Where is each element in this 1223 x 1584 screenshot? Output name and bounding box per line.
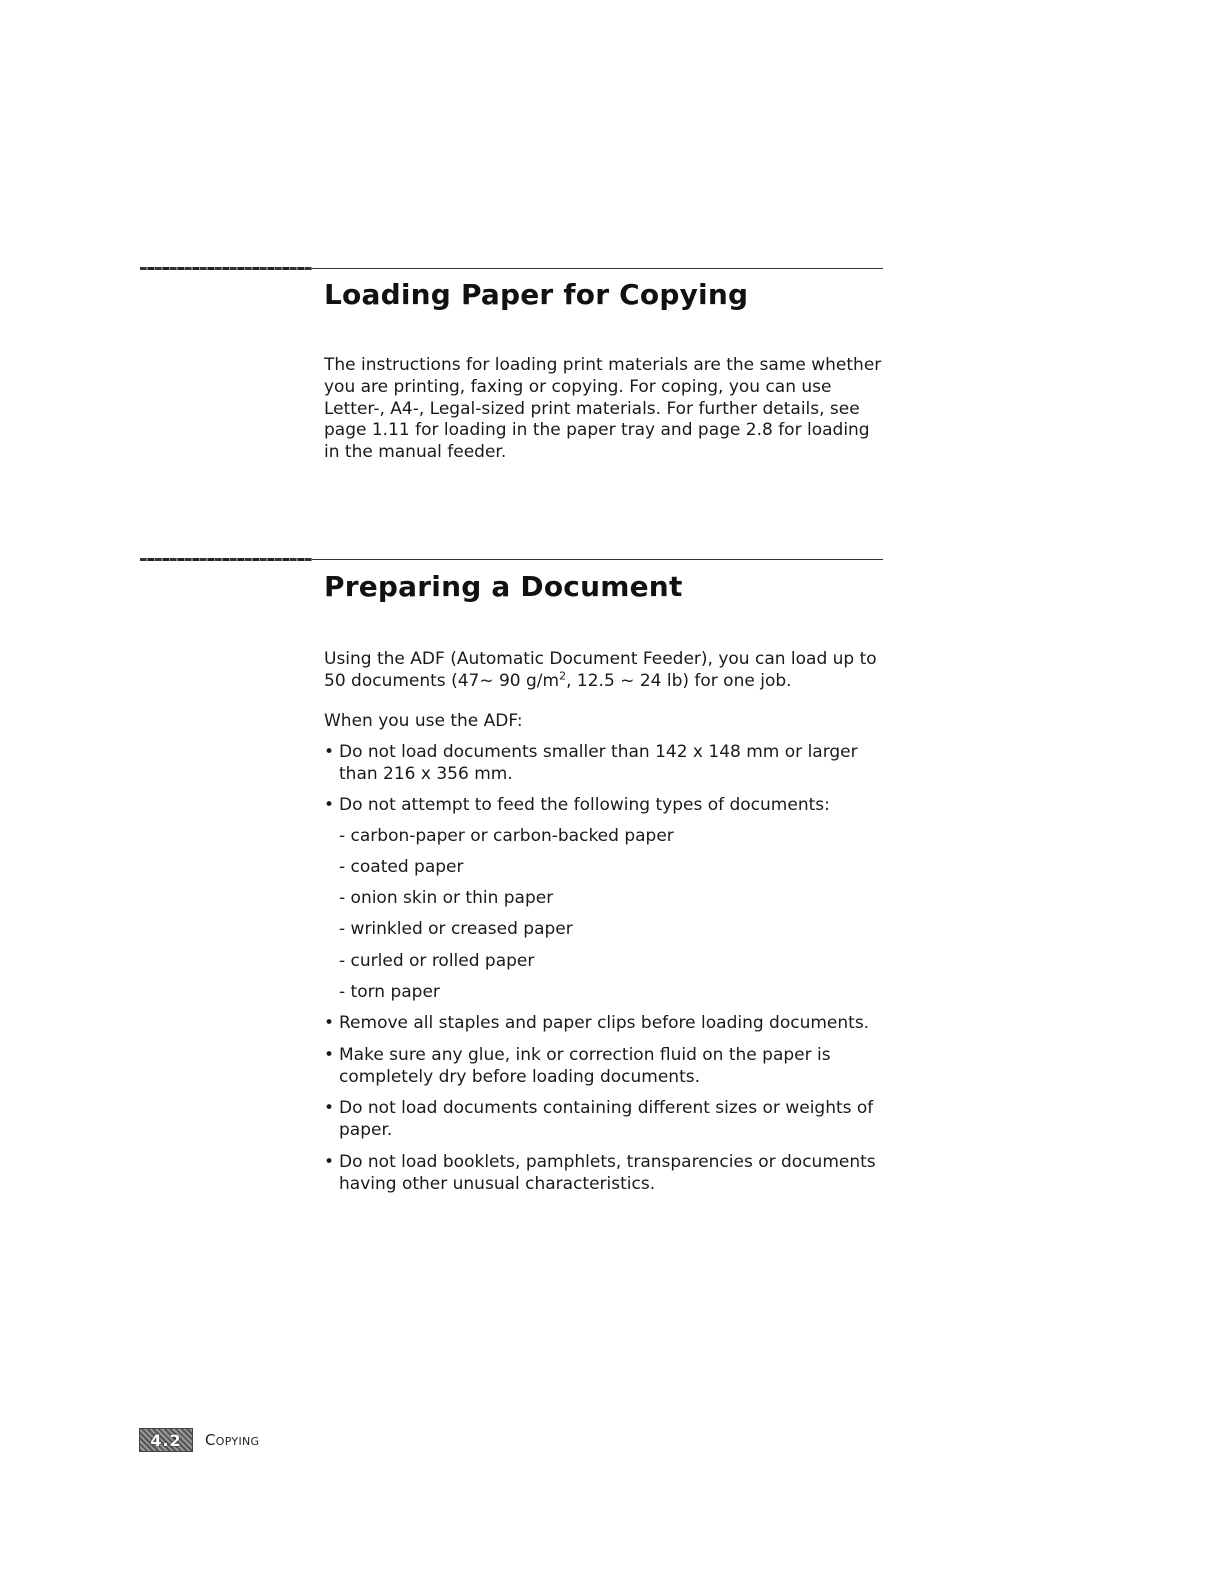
list-item: • Do not attempt to feed the following types of documents: <box>324 794 889 816</box>
divider-accent <box>140 267 312 270</box>
document-type-sublist <box>324 918 889 940</box>
page-footer <box>139 1428 259 1452</box>
page-number-badge: 4.2 <box>139 1428 193 1452</box>
section-heading-preparing-document: Preparing a Document <box>324 570 683 603</box>
section-divider <box>140 268 883 270</box>
superscript: 2 <box>559 669 567 683</box>
loading-paper-paragraph: The instructions for loading print materials are the same whether you are printing, faxing or copying. For coping, you can use Letter-, A4-, Legal-sized print materials. For further details, see page 1.11 for loading in the paper tray and page 2.8 for loading in the manual feeder. <box>324 355 882 463</box>
list-item: • Do not load documents containing different sizes or weights of paper. <box>324 1097 889 1141</box>
document-type-sublist <box>324 887 889 909</box>
adf-intro-paragraph <box>324 648 889 692</box>
adf-bullet-list <box>324 1044 889 1088</box>
adf-bullet-list <box>324 741 889 785</box>
section-heading-loading-paper: Loading Paper for Copying <box>324 278 749 311</box>
section-divider <box>140 559 883 561</box>
sub-list-item: - onion skin or thin paper <box>339 888 554 908</box>
adf-intro-text: Using the ADF (Automatic Document Feeder), you can load up to 50 documents (47~ 90 g/m <box>324 649 877 691</box>
sub-list-item: - carbon-paper or carbon-backed paper <box>339 826 674 846</box>
sub-list-item: - torn paper <box>339 982 440 1002</box>
adf-bullet-list <box>324 794 889 816</box>
list-item: • Remove all staples and paper clips before loading documents. <box>324 1012 889 1034</box>
sub-list-item: - wrinkled or creased paper <box>339 919 573 939</box>
adf-intro-text-end: , 12.5 ~ 24 lb) for one job. <box>566 671 792 691</box>
list-item: • Do not load documents smaller than 142 x 148 mm or larger than 216 x 356 mm. <box>324 741 889 785</box>
document-type-sublist <box>324 825 889 847</box>
list-item: • Do not load booklets, pamphlets, transparencies or documents having other unusual characteristics. <box>324 1151 889 1195</box>
adf-bullet-list <box>324 1012 889 1034</box>
divider-line <box>312 268 883 269</box>
adf-bullet-list <box>324 1097 889 1141</box>
adf-bullet-list <box>324 1151 889 1195</box>
adf-usage-label: When you use the ADF: <box>324 711 523 731</box>
chapter-label: Copying <box>205 1431 260 1449</box>
document-type-sublist <box>324 856 889 878</box>
sub-list-item: - curled or rolled paper <box>339 951 535 971</box>
document-type-sublist <box>324 950 889 972</box>
sub-list-item: - coated paper <box>339 857 464 877</box>
document-type-sublist <box>324 981 889 1003</box>
list-item: • Make sure any glue, ink or correction fluid on the paper is completely dry before loading documents. <box>324 1044 889 1088</box>
divider-accent <box>140 558 312 561</box>
divider-line <box>312 559 883 560</box>
